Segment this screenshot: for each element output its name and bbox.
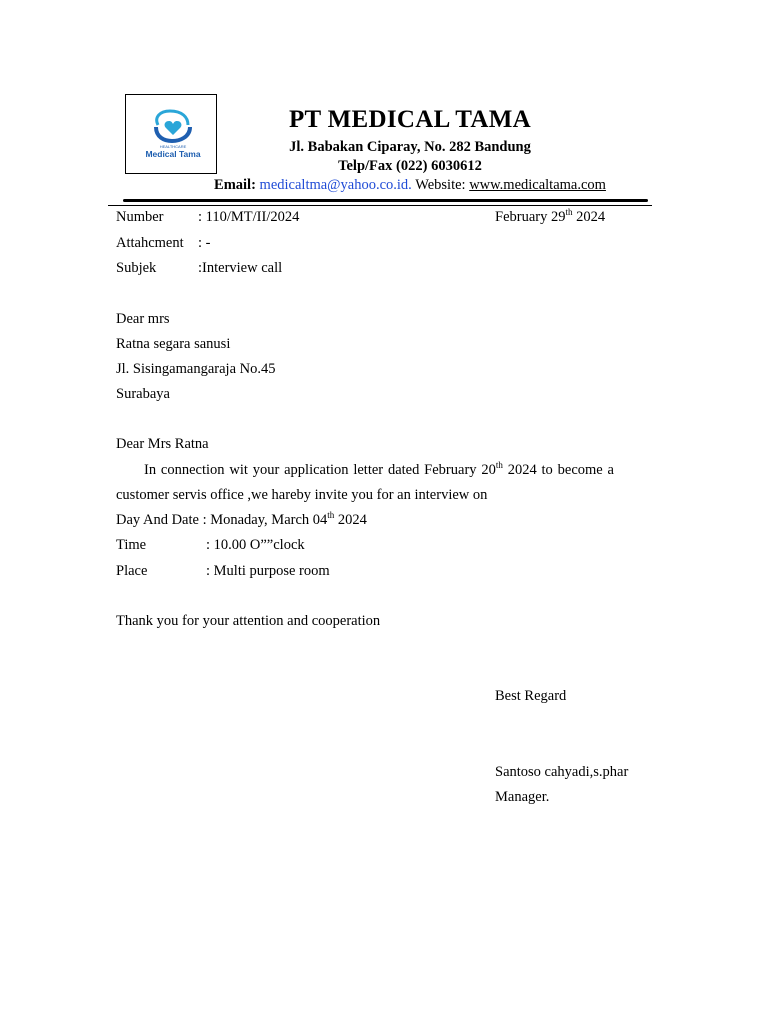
- day-value-suffix: 2024: [334, 512, 367, 528]
- closing-regard: Best Regard: [495, 688, 567, 704]
- day-date-row: [116, 512, 367, 529]
- website-link[interactable]: www.medicaltama.com: [469, 177, 606, 193]
- para-part1: In connection wit your application letter dated February 20: [144, 462, 496, 478]
- time-label: Time: [116, 537, 147, 553]
- time-value: : 10.00 O””clock: [206, 537, 305, 553]
- company-contact: [150, 177, 670, 194]
- recipient-street: Jl. Sisingamangaraja No.45: [116, 361, 276, 377]
- number-label: Number: [116, 209, 164, 225]
- heart-hands-icon: [126, 95, 218, 175]
- logo-tagline: HEALTHCARE: [159, 144, 187, 149]
- body-paragraph-line1: [144, 462, 614, 479]
- greeting: Dear Mrs Ratna: [116, 436, 209, 452]
- recipient-name: Ratna segara sanusi: [116, 336, 231, 352]
- date-sup: th: [565, 207, 573, 218]
- email-label: Email:: [214, 177, 256, 193]
- company-logo: [125, 94, 217, 174]
- attachment-value: : -: [198, 235, 211, 251]
- company-name: PT MEDICAL TAMA: [288, 106, 532, 133]
- subject-value: :Interview call: [198, 260, 283, 276]
- letter-date: [495, 209, 605, 226]
- number-value: : 110/MT/II/2024: [198, 209, 300, 225]
- signer-name: Santoso cahyadi,s.phar: [495, 764, 629, 780]
- letterhead-divider: [123, 199, 648, 202]
- website-label: Website:: [415, 177, 466, 193]
- subject-label: Subjek: [116, 260, 157, 276]
- day-label: Day And Date: [116, 512, 199, 528]
- place-label: Place: [116, 563, 148, 579]
- attachment-label: Attahcment: [116, 235, 184, 251]
- day-value-prefix: : Monaday, March 04: [202, 512, 328, 528]
- thanks-line: Thank you for your attention and cooperation: [116, 613, 381, 629]
- day-sup: th: [327, 510, 335, 521]
- logo-name: Medical Tama: [145, 149, 201, 159]
- body-paragraph-line2: customer servis office ,we hareby invite you for an interview on: [116, 487, 488, 503]
- para-sup: th: [495, 460, 503, 471]
- company-phone: Telp/Fax (022) 6030612: [338, 158, 482, 174]
- letterhead-divider-thin: [108, 205, 652, 206]
- place-value: : Multi purpose room: [206, 563, 330, 579]
- recipient-city: Surabaya: [116, 386, 170, 402]
- para-part2: 2024 to become a: [502, 462, 614, 478]
- date-suffix: 2024: [572, 209, 606, 225]
- company-address: Jl. Babakan Ciparay, No. 282 Bandung: [289, 139, 531, 155]
- date-prefix: February 29: [495, 209, 566, 225]
- signer-title: Manager.: [495, 789, 550, 805]
- recipient-salutation: Dear mrs: [116, 311, 170, 327]
- email-link[interactable]: medicaltma@yahoo.co.id.: [259, 177, 412, 193]
